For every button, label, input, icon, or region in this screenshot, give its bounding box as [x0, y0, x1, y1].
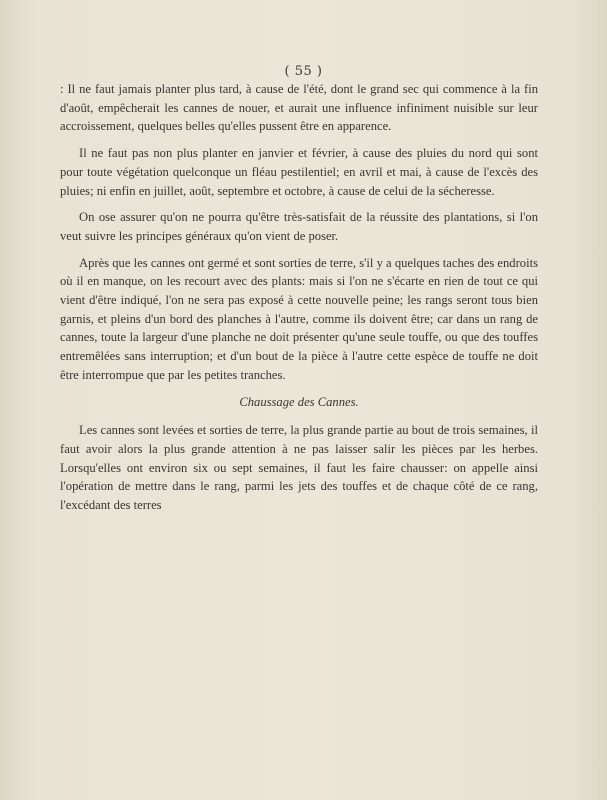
body-text — [60, 80, 538, 523]
page-number: ( 55 ) — [284, 64, 323, 79]
section-paragraph-1: Les cannes sont levées et sorties de terre, la plus grande partie au bout de trois semaines, il faut avoir alors la plus grande attention à ne pas laisser salir les pièces par les herbes. Lorsqu'elles ont environ six ou sept semaines, il faut les faire chausser: on appelle ainsi l'opération de mettre dans le rang, parmi les jets des touffes et de chaque côté de ce rang, l'excédant des terres — [60, 423, 538, 513]
paragraph-1: : Il ne faut jamais planter plus tard, à cause de l'été, dont le grand sec qui commence à la fin d'août, empêcherait les cannes de nouer, et aurait une influence infiniment nuisible sur leur accroissement, quelques belles qu'elles pussent être en apparence. — [60, 82, 538, 134]
paragraph-4: Après que les cannes ont germé et sont sorties de terre, s'il y a quelques taches des endroits où il en manque, on les recourt avec des plants: mais si l'on ne s'écarte en rien de tout ce qui vient d'être indiqué, l'on ne sera pas exposé à cette nouvelle peine; les rangs seront tous bien garnis, et pleins d'un bord des planches à l'autre, comme ils doivent être; car dans un rang de cannes, toute la largeur d'une planche ne doit présenter qu'une seule touffe, ou que des touffes entremêlées sans interruption; et d'un bout de la pièce à l'autre cette espèce de touffe ne doit être interrompue que par les petites tranches. — [60, 255, 538, 382]
paragraph-3: On ose assurer qu'on ne pourra qu'être très-satisfait de la réussite des plantations, si l'on veut suivre les principes généraux qu'on vient de poser. — [60, 210, 538, 243]
section-heading: Chaussage des Cannes. — [239, 394, 359, 409]
paragraph-2: Il ne faut pas non plus planter en janvier et février, à cause des pluies du nord qui sont pour toute végétation quelconque un fléau pestilentiel; en avril et mai, à cause de l'excès des pluies; ni enfin en juillet, août, septembre et octobre, à cause de celui de la sécheresse. — [60, 146, 538, 198]
